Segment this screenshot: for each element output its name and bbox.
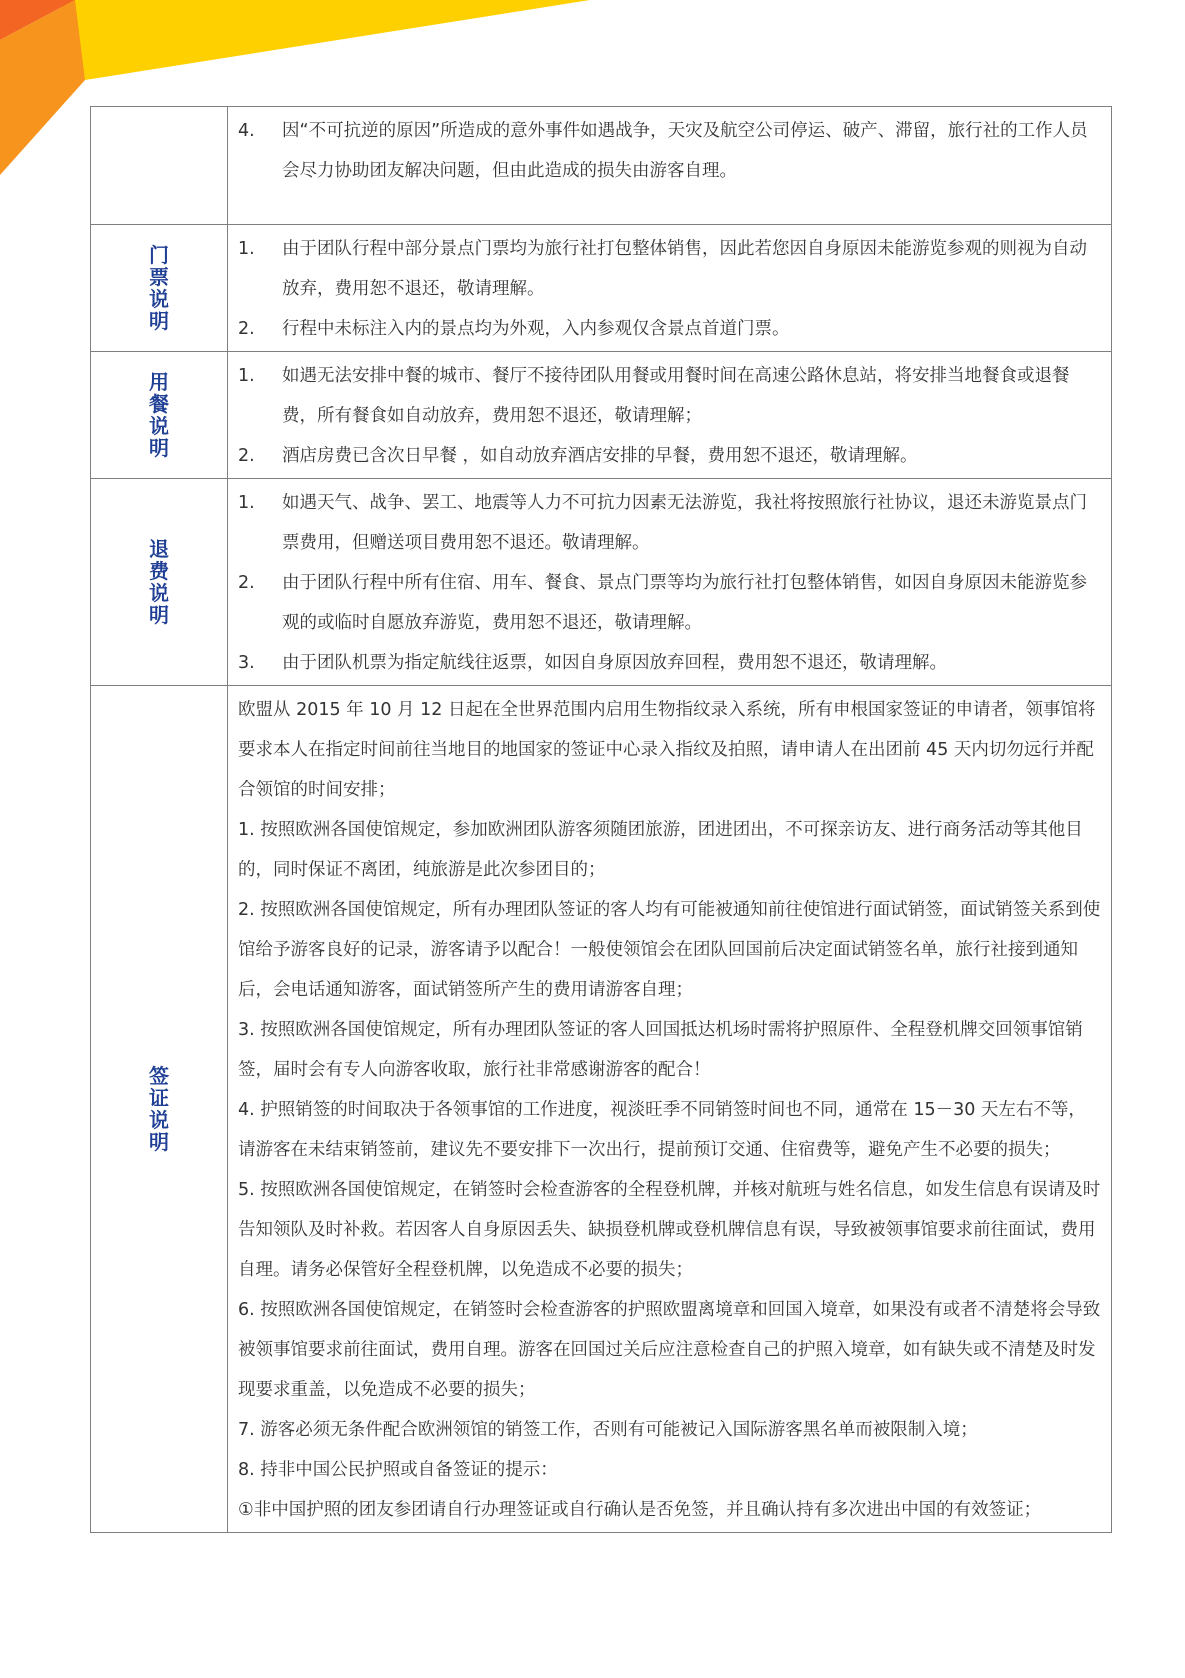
item-text: 由于团队行程中所有住宿、用车、餐食、景点门票等均为旅行社打包整体销售，如因自身原因未能游览参观的或临时自愿放弃游览，费用恕不退还，敬请理解。 [282,573,1087,633]
list-item [238,563,1101,643]
item-number: 2. [238,446,255,466]
item-number: 2. [238,319,255,339]
row-content [228,107,1112,225]
row-content [228,686,1112,1533]
item-number: 1. [238,366,255,386]
section-label: 用餐说明 [149,370,169,460]
item-number: 1. [238,493,255,513]
row-label-cell [91,686,228,1533]
list-item [238,111,1101,191]
visa-paragraph: 欧盟从 2015 年 10 月 12 日起在全世界范围内启用生物指纹录入系统，所有申根国家签证的申请者，领事馆将要求本人在指定时间前往当地目的地国家的签证中心录入指纹及拍照，请申请人在出团前 45 天内切勿远行并配合领馆的时间安排； [238,700,1096,800]
item-number: 3. [238,653,255,673]
item-number: 2. [238,573,255,593]
section-label: 签证说明 [149,1064,169,1154]
item-text: 由于团队机票为指定航线往返票，如因自身原因放弃回程，费用恕不退还，敬请理解。 [282,653,947,673]
visa-paragraph: 6. 按照欧洲各国使馆规定，在销签时会检查游客的护照欧盟离境章和回国入境章，如果没有或者不清楚将会导致被领事馆要求前往面试，费用自理。游客在回国过关后应注意检查自己的护照入境章，如有缺失或不清楚及时发现要求重盖，以免造成不必要的损失； [238,1300,1101,1400]
section-label: 退费说明 [149,537,169,627]
row-label-cell [91,352,228,479]
list-item [238,436,1101,476]
list-item [238,356,1101,436]
item-text: 如遇无法安排中餐的城市、餐厅不接待团队用餐或用餐时间在高速公路休息站，将安排当地餐食或退餐费，所有餐食如自动放弃，费用恕不退还，敬请理解； [282,366,1070,426]
item-number: 1. [238,239,255,259]
row-force-majeure [91,107,1112,225]
row-ticket-notes [91,225,1112,352]
row-refund-notes [91,479,1112,686]
row-meal-notes [91,352,1112,479]
list-item [238,483,1101,563]
visa-paragraph: 1. 按照欧洲各国使馆规定，参加欧洲团队游客须随团旅游，团进团出，不可探亲访友、进行商务活动等其他目的，同时保证不离团，纯旅游是此次参团目的； [238,820,1083,880]
item-text: 行程中未标注入内的景点均为外观，入内参观仅含景点首道门票。 [282,319,790,339]
item-text: 因“不可抗逆的原因”所造成的意外事件如遇战争，天灾及航空公司停运、破产、滞留，旅行社的工作人员会尽力协助团友解决问题，但由此造成的损失由游客自理。 [282,121,1088,181]
section-label: 门票说明 [149,243,169,333]
item-text: 酒店房费已含次日早餐 ，如自动放弃酒店安排的早餐，费用恕不退还，敬请理解。 [282,446,918,466]
row-content [228,225,1112,352]
item-text: 由于团队行程中部分景点门票均为旅行社打包整体销售，因此若您因自身原因未能游览参观的则视为自动放弃，费用恕不退还，敬请理解。 [282,239,1087,299]
row-label-cell [91,479,228,686]
item-text: 如遇天气、战争、罢工、地震等人力不可抗力因素无法游览，我社将按照旅行社协议，退还未游览景点门票费用，但赠送项目费用恕不退还。敬请理解。 [282,493,1087,553]
notes-table [90,106,1112,1533]
item-number: 4. [238,121,255,141]
visa-paragraph: 7. 游客必须无条件配合欧洲领馆的销签工作，否则有可能被记入国际游客黑名单而被限制入境； [238,1420,978,1440]
visa-paragraph: 3. 按照欧洲各国使馆规定，所有办理团队签证的客人回国抵达机场时需将护照原件、全程登机牌交回领事馆销签，届时会有专人向游客收取，旅行社非常感谢游客的配合！ [238,1020,1083,1080]
row-label-cell [91,107,228,225]
visa-paragraph: 4. 护照销签的时间取决于各领事馆的工作进度，视淡旺季不同销签时间也不同，通常在 15－30 天左右不等，请游客在未结束销签前，建议先不要安排下一次出行，提前预订交通、住宿费等，避免产生不必要的损失； [238,1100,1086,1160]
visa-paragraph: ①非中国护照的团友参团请自行办理签证或自行确认是否免签，并且确认持有多次进出中国的有效签证； [238,1500,1042,1520]
visa-paragraph: 8. 持非中国公民护照或自备签证的提示： [238,1460,558,1480]
list-item [238,643,1101,683]
row-visa-notes [91,686,1112,1533]
row-content [228,479,1112,686]
list-item [238,309,1101,349]
visa-paragraph: 2. 按照欧洲各国使馆规定，所有办理团队签证的客人均有可能被通知前往使馆进行面试销签，面试销签关系到使馆给予游客良好的记录，游客请予以配合！一般使领馆会在团队回国前后决定面试销签名单，旅行社接到通知后，会电话通知游客，面试销签所产生的费用请游客自理； [238,900,1101,1000]
row-content [228,352,1112,479]
row-label-cell [91,225,228,352]
visa-paragraph: 5. 按照欧洲各国使馆规定，在销签时会检查游客的全程登机牌，并核对航班与姓名信息，如发生信息有误请及时告知领队及时补救。若因客人自身原因丢失、缺损登机牌或登机牌信息有误，导致被领事馆要求前往面试，费用自理。请务必保管好全程登机牌，以免造成不必要的损失； [238,1180,1101,1280]
list-item [238,229,1101,309]
